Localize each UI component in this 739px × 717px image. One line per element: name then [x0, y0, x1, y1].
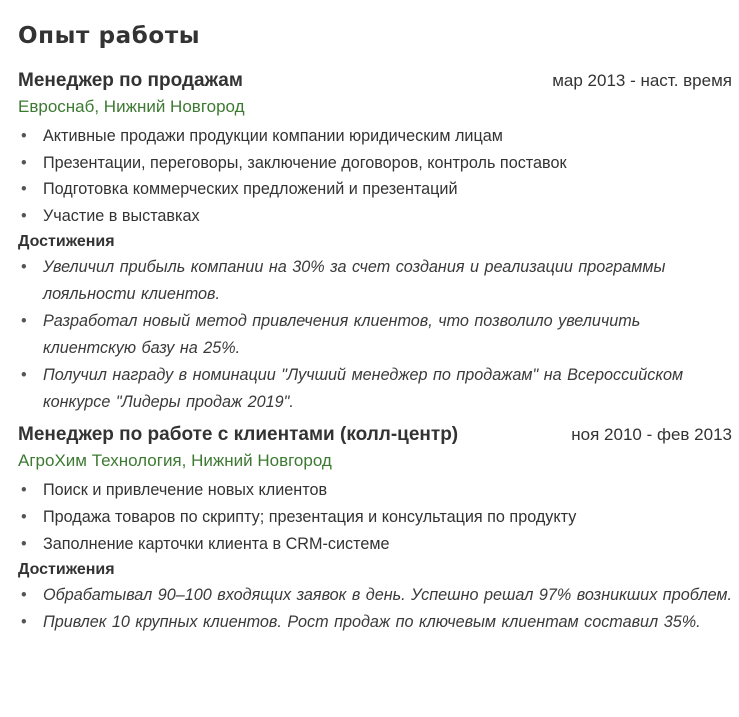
- duty-text: Продажа товаров по скрипту; презентация и консультация по продукту: [43, 507, 577, 526]
- list-item: [18, 254, 732, 308]
- list-item: [18, 176, 732, 203]
- achievements-list: [18, 254, 732, 416]
- duty-text: Участие в выставках: [43, 206, 200, 225]
- achievements-title: Достижения: [18, 233, 115, 251]
- achievement-text: Получил награду в номинации "Лучший менеджер по продажам" на Всероссийском конкурсе "Лидеры продаж 2019".: [43, 366, 684, 412]
- achievements-list: [18, 582, 732, 636]
- duties-list: [18, 123, 732, 229]
- list-item: [18, 477, 732, 504]
- duty-text: Презентации, переговоры, заключение договоров, контроль поставок: [43, 153, 567, 172]
- list-item: [18, 203, 732, 230]
- achievement-text: Увеличил прибыль компании на 30% за счет создания и реализации программы лояльности клиентов.: [43, 258, 666, 304]
- job-dates: мар 2013 - наст. время: [552, 71, 732, 90]
- achievement-text: Обрабатывал 90–100 входящих заявок в день. Успешно решал 97% возникших проблем.: [43, 586, 732, 605]
- list-item: [18, 150, 732, 177]
- company-name: Евроснаб, Нижний Новгород: [18, 97, 245, 116]
- bullet-icon: •: [21, 507, 27, 526]
- bullet-icon: •: [21, 153, 27, 172]
- bullet-icon: •: [21, 586, 27, 605]
- duty-text: Поиск и привлечение новых клиентов: [43, 481, 328, 500]
- duty-text: Заполнение карточки клиента в CRM-системе: [43, 534, 390, 553]
- job-header: [18, 422, 732, 448]
- list-item: [18, 609, 732, 636]
- bullet-icon: •: [21, 258, 27, 277]
- achievement-text: Привлек 10 крупных клиентов. Рост продаж по ключевым клиентам составил 35%.: [43, 613, 701, 632]
- bullet-icon: •: [21, 312, 27, 331]
- list-item: [18, 308, 732, 362]
- job-title: Менеджер по продажам: [18, 70, 243, 91]
- duty-text: Подготовка коммерческих предложений и презентаций: [43, 180, 458, 199]
- job-entry: [18, 68, 732, 416]
- bullet-icon: •: [21, 180, 27, 199]
- duty-text: Активные продажи продукции компании юридическим лицам: [43, 127, 503, 145]
- bullet-icon: •: [21, 613, 27, 632]
- job-title: Менеджер по работе с клиентами (колл-центр): [18, 424, 459, 446]
- job-header: [18, 68, 732, 94]
- list-item: [18, 531, 732, 558]
- job-dates: ноя 2010 - фев 2013: [571, 425, 732, 445]
- section-title: Опыт работы: [18, 23, 201, 49]
- achievement-text: Разработал новый метод привлечения клиентов, что позволило увеличить клиентскую базу на 25%.: [43, 312, 641, 358]
- experience-section: [18, 18, 732, 642]
- list-item: [18, 362, 732, 416]
- bullet-icon: •: [21, 366, 27, 385]
- company-name: АгроХим Технология, Нижний Новгород: [18, 451, 332, 471]
- job-entry: [18, 422, 732, 636]
- bullet-icon: •: [21, 534, 27, 553]
- duties-list: [18, 477, 732, 557]
- list-item: [18, 582, 732, 609]
- list-item: [18, 123, 732, 150]
- list-item: [18, 504, 732, 531]
- bullet-icon: •: [21, 206, 27, 225]
- achievements-title: Достижения: [18, 561, 115, 579]
- bullet-icon: •: [21, 127, 27, 145]
- bullet-icon: •: [21, 481, 27, 500]
